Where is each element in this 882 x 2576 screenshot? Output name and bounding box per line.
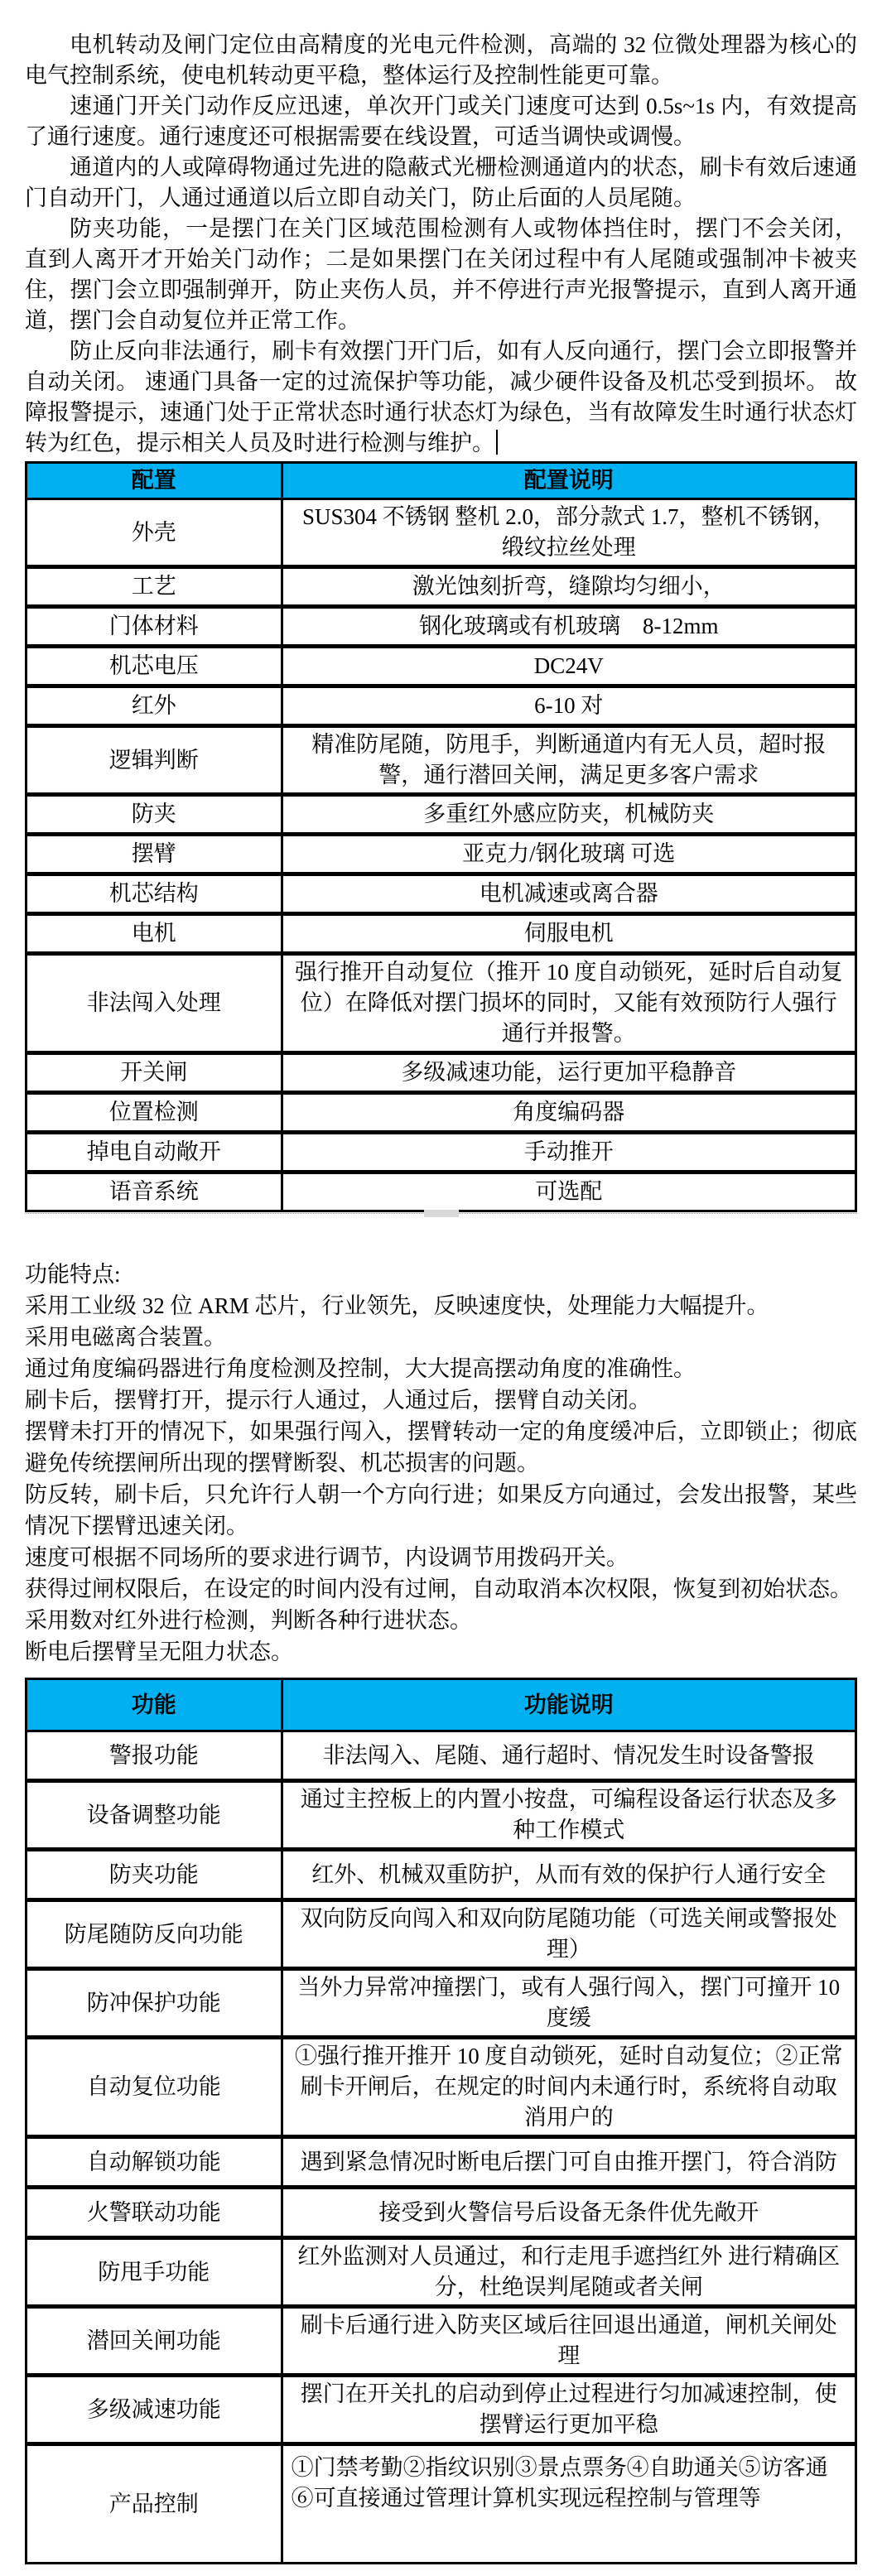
function-desc-cell: 红外监测对人员通过，和行走甩手遮挡红外 进行精确区分，杜绝误判尾随或者关闸 bbox=[282, 2238, 855, 2307]
table-row bbox=[27, 835, 856, 874]
feature-item: 采用电磁离合装置。 bbox=[25, 1325, 226, 1350]
config-desc-cell: SUS304 不锈钢 整机 2.0，部分款式 1.7，整机不锈钢，缎纹拉丝处理 bbox=[282, 499, 855, 567]
function-label-cell: 防夹功能 bbox=[27, 1850, 282, 1900]
config-desc-cell: 6-10 对 bbox=[282, 686, 855, 726]
feature-item: 采用数对红外进行检测，判断各种行进状态。 bbox=[25, 1608, 472, 1633]
feature-item: 刷卡后，摆臂打开，提示行人通过，人通过后，摆臂自动关闭。 bbox=[25, 1388, 651, 1413]
table-row bbox=[27, 2376, 856, 2444]
config-desc-cell: 手动推开 bbox=[282, 1133, 855, 1172]
function-desc-cell: 当外力异常冲撞摆门，或有人强行闯入，摆门可撞开 10 度缓 bbox=[282, 1969, 855, 2038]
config-label-cell: 非法闯入处理 bbox=[27, 954, 282, 1053]
function-label-cell: 产品控制 bbox=[27, 2444, 282, 2564]
feature-item: 速度可根据不同场所的要求进行调节，内设调节用拨码开关。 bbox=[25, 1545, 629, 1570]
table-row bbox=[27, 726, 856, 795]
table-row bbox=[27, 1172, 856, 1211]
config-label-cell: 电机 bbox=[27, 914, 282, 954]
function-desc-cell: 红外、机械双重防护，从而有效的保护行人通行安全 bbox=[282, 1850, 855, 1900]
text-cursor bbox=[496, 430, 498, 455]
config-desc-cell: 精准防尾随，防甩手，判断通道内有无人员，超时报警，通行潜回关闸，满足更多客户需求 bbox=[282, 726, 855, 795]
table-row bbox=[27, 686, 856, 726]
feature-item: 通过角度编码器进行角度检测及控制，大大提高摆动角度的准确性。 bbox=[25, 1356, 696, 1381]
table-row bbox=[27, 647, 856, 686]
function-label-cell: 防冲保护功能 bbox=[27, 1969, 282, 2038]
table-row bbox=[27, 2137, 856, 2188]
intro-paragraph: 速通门开关门动作反应迅速，单次开门或关门速度可达到 0.5s~1s 内，有效提高了通行速度。通行速度还可根据需要在线设置，可适当调快或调慢。 bbox=[25, 94, 857, 149]
config-desc-cell: 钢化玻璃或有机玻璃 8-12mm bbox=[282, 607, 855, 647]
function-desc-cell: ①门禁考勤②指纹识别③景点票务④自助通关⑤访客通⑥可直接通过管理计算机实现远程控制与管理等 bbox=[282, 2444, 855, 2564]
features-section bbox=[25, 1259, 857, 1668]
table-row bbox=[27, 567, 856, 607]
table-row bbox=[27, 1093, 856, 1133]
table-row bbox=[27, 914, 856, 954]
intro-paragraph: 电机转动及闸门定位由高精度的光电元件检测，高端的 32 位微处理器为核心的电气控制系统，使电机转动更平稳，整体运行及控制性能更可靠。 bbox=[25, 32, 857, 88]
function-label-cell: 多级减速功能 bbox=[27, 2376, 282, 2444]
table-row bbox=[27, 1900, 856, 1969]
table-row bbox=[27, 1731, 856, 1781]
config-label-cell: 位置检测 bbox=[27, 1093, 282, 1133]
table-row bbox=[27, 2038, 856, 2137]
features-title: 功能特点: bbox=[25, 1262, 121, 1287]
function-table bbox=[25, 1678, 857, 2564]
function-label-cell: 防尾随防反向功能 bbox=[27, 1900, 282, 1969]
table-row bbox=[27, 1133, 856, 1172]
table-row bbox=[27, 874, 856, 914]
config-desc-cell: 多重红外感应防夹，机械防夹 bbox=[282, 795, 855, 835]
config-label-cell: 摆臂 bbox=[27, 835, 282, 874]
function-label-cell: 火警联动功能 bbox=[27, 2188, 282, 2238]
config-desc-cell: 激光蚀刻折弯，缝隙均匀细小， bbox=[282, 567, 855, 607]
config-table-section bbox=[25, 461, 857, 1222]
function-label-cell: 潜回关闸功能 bbox=[27, 2307, 282, 2376]
table-resize-grip bbox=[424, 1210, 459, 1217]
config-header-row bbox=[27, 463, 856, 499]
intro-paragraph bbox=[25, 336, 857, 459]
function-table-section bbox=[25, 1678, 857, 2564]
function-desc-cell: 通过主控板上的内置小按盘，可编程设备运行状态及多种工作模式 bbox=[282, 1781, 855, 1850]
table-row bbox=[27, 499, 856, 567]
config-desc-cell: 伺服电机 bbox=[282, 914, 855, 954]
config-label-cell: 工艺 bbox=[27, 567, 282, 607]
config-desc-cell: 多级减速功能，运行更加平稳静音 bbox=[282, 1053, 855, 1093]
intro-paragraph: 防夹功能，一是摆门在关门区域范围检测有人或物体挡住时，摆门不会关闭， 直到人离开才开始关门动作；二是如果摆门在关闭过程中有人尾随或强制冲卡被夹住，摆门会立即强制弹开，防止夹伤人员，并不停进行声光报警提示，直到人离开通道，摆门会自动复位并正常工作。 bbox=[25, 216, 857, 333]
table-row bbox=[27, 954, 856, 1053]
table-row bbox=[27, 2307, 856, 2376]
function-header-row bbox=[27, 1679, 856, 1731]
config-label-cell: 防夹 bbox=[27, 795, 282, 835]
config-desc-cell: 强行推开自动复位（推开 10 度自动锁死，延时后自动复位）在降低对摆门损坏的同时，又能有效预防行人强行通行并报警。 bbox=[282, 954, 855, 1053]
config-header-label: 配置 bbox=[27, 463, 282, 499]
function-desc-cell: 非法闯入、尾随、通行超时、情况发生时设备警报 bbox=[282, 1731, 855, 1781]
config-label-cell: 开关闸 bbox=[27, 1053, 282, 1093]
intro-paragraph-text: 防止反向非法通行，刷卡有效摆门开门后，如有人反向通行，摆门会立即报警并自动关闭。 速通门具备一定的过流保护等功能，减少硬件设备及机芯受到损坏。 故障报警提示，速通门处于正常状态时通行状态灯为绿色，当有故障发生时通行状态灯转为红色，提示相关人员及时进行检测与维护。 bbox=[25, 339, 857, 455]
function-desc-cell: 接受到火警信号后设备无条件优先敞开 bbox=[282, 2188, 855, 2238]
function-desc-cell: 刷卡后通行进入防夹区域后往回退出通道，闸机关闸处理 bbox=[282, 2307, 855, 2376]
config-label-cell: 外壳 bbox=[27, 499, 282, 567]
config-table bbox=[25, 461, 857, 1212]
config-desc-cell: 亚克力/钢化玻璃 可选 bbox=[282, 835, 855, 874]
table-row bbox=[27, 795, 856, 835]
function-desc-cell: 双向防反向闯入和双向防尾随功能（可选关闸或警报处理） bbox=[282, 1900, 855, 1969]
table-row bbox=[27, 2238, 856, 2307]
function-desc-cell: 遇到紧急情况时断电后摆门可自由推开摆门，符合消防 bbox=[282, 2137, 855, 2188]
function-header-label: 功能 bbox=[27, 1679, 282, 1731]
feature-item: 采用工业级 32 位 ARM 芯片，行业领先，反映速度快，处理能力大幅提升。 bbox=[25, 1293, 769, 1318]
config-label-cell: 掉电自动敞开 bbox=[27, 1133, 282, 1172]
function-label-cell: 警报功能 bbox=[27, 1731, 282, 1781]
config-label-cell: 机芯结构 bbox=[27, 874, 282, 914]
function-desc-cell: 摆门在开关扎的启动到停止过程进行匀加减速控制，使摆臂运行更加平稳 bbox=[282, 2376, 855, 2444]
table-row bbox=[27, 2444, 856, 2564]
function-label-cell: 自动解锁功能 bbox=[27, 2137, 282, 2188]
function-label-cell: 防甩手功能 bbox=[27, 2238, 282, 2307]
intro-section bbox=[25, 30, 857, 459]
table-row bbox=[27, 2188, 856, 2238]
intro-paragraph: 通道内的人或障碍物通过先进的隐蔽式光栅检测通道内的状态，刷卡有效后速通门自动开门，人通过通道以后立即自动关门，防止后面的人员尾随。 bbox=[25, 155, 857, 210]
feature-item: 防反转，刷卡后，只允许行人朝一个方向行进；如果反方向通过，会发出报警，某些情况下摆臂迅速关闭。 bbox=[25, 1482, 857, 1538]
function-header-desc: 功能说明 bbox=[282, 1679, 855, 1731]
function-desc-cell: ①强行推开推开 10 度自动锁死，延时自动复位；②正常刷卡开闸后，在规定的时间内未通行时，系统将自动取消用户的 bbox=[282, 2038, 855, 2137]
config-label-cell: 逻辑判断 bbox=[27, 726, 282, 795]
table-bottom-rule bbox=[25, 1213, 857, 1222]
table-row bbox=[27, 1781, 856, 1850]
feature-item: 断电后摆臂呈无阻力状态。 bbox=[25, 1639, 293, 1664]
feature-item: 摆臂未打开的情况下，如果强行闯入，摆臂转动一定的角度缓冲后，立即锁止；彻底避免传统摆闸所出现的摆臂断裂、机芯损害的问题。 bbox=[25, 1419, 857, 1476]
table-row bbox=[27, 1850, 856, 1900]
config-label-cell: 红外 bbox=[27, 686, 282, 726]
table-row bbox=[27, 1969, 856, 2038]
config-label-cell: 语音系统 bbox=[27, 1172, 282, 1211]
config-header-desc: 配置说明 bbox=[282, 463, 855, 499]
config-label-cell: 门体材料 bbox=[27, 607, 282, 647]
table-row bbox=[27, 607, 856, 647]
config-label-cell: 机芯电压 bbox=[27, 647, 282, 686]
config-desc-cell: 电机减速或离合器 bbox=[282, 874, 855, 914]
config-desc-cell: 可选配 bbox=[282, 1172, 855, 1211]
function-label-cell: 自动复位功能 bbox=[27, 2038, 282, 2137]
function-label-cell: 设备调整功能 bbox=[27, 1781, 282, 1850]
feature-item: 获得过闸权限后，在设定的时间内没有过闸，自动取消本次权限，恢复到初始状态。 bbox=[25, 1577, 852, 1601]
config-desc-cell: 角度编码器 bbox=[282, 1093, 855, 1133]
table-row bbox=[27, 1053, 856, 1093]
config-desc-cell: DC24V bbox=[282, 647, 855, 686]
